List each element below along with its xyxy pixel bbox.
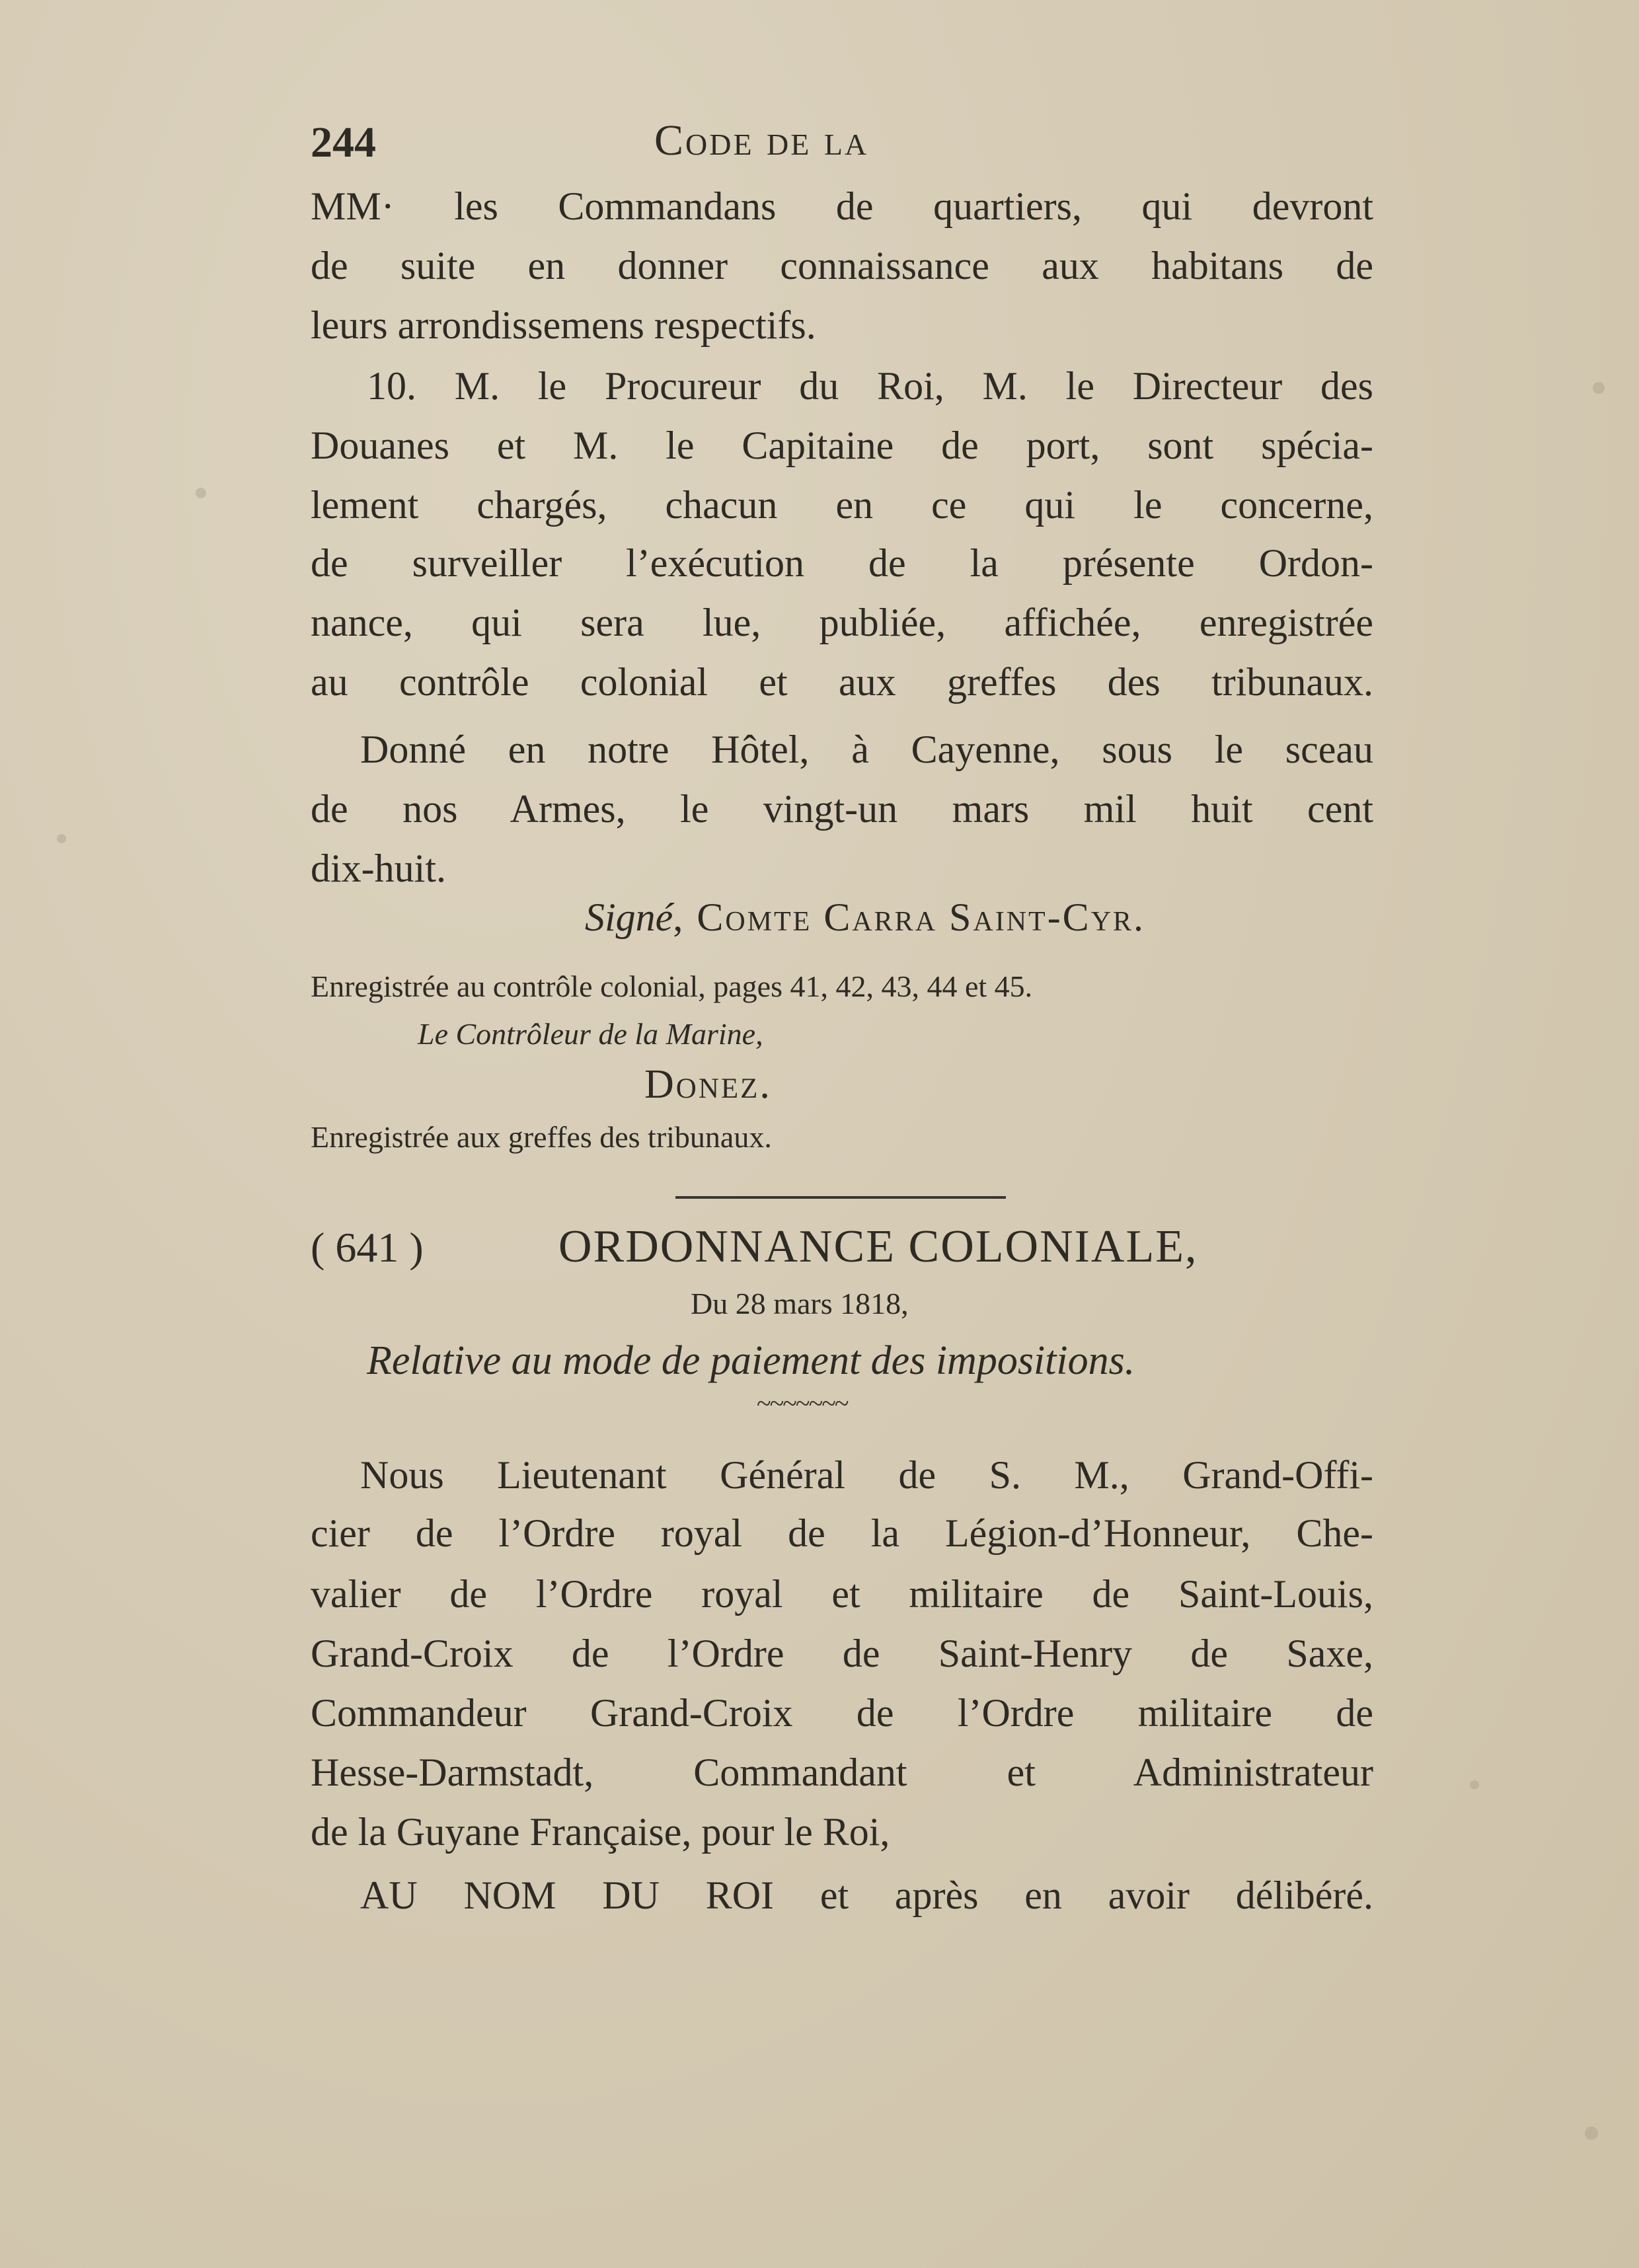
closing-line: AU NOM DU ROI et après en avoir délibéré.	[360, 1873, 1373, 1917]
registration-colonial: Enregistrée au contrôle colonial, pages 41, 42, 43, 44 et 45.	[311, 969, 1033, 1003]
controller-title: Le Contrôleur de la Marine,	[418, 1017, 763, 1051]
ordinance-subject: Relative au mode de paiement des impositions.	[367, 1338, 1135, 1383]
text-line: MM· les Commandans de quartiers, qui devront	[311, 184, 1373, 228]
registration-greffes: Enregistrée aux greffes des tribunaux.	[311, 1120, 772, 1154]
signed-word: Signé	[585, 895, 673, 939]
paper-spot	[1593, 382, 1605, 394]
signature	[585, 897, 1378, 937]
preamble-line: Grand-Croix de l’Ordre de Saint-Henry de Saxe,	[311, 1632, 1373, 1675]
paper-spot	[1470, 1780, 1479, 1790]
preamble-line: valier de l’Ordre royal et militaire de Saint-Louis,	[311, 1572, 1373, 1616]
running-title: Code de la	[654, 116, 869, 165]
article-10-line: 10. M. le Procureur du Roi, M. le Directeur des	[367, 364, 1373, 408]
paper-spot	[57, 834, 66, 843]
page-number: 244	[311, 118, 376, 167]
article-10-line: de surveiller l’exécution de la présente Ordon-	[311, 541, 1373, 585]
paper-spot	[1585, 2127, 1598, 2140]
article-10-line: au contrôle colonial et aux greffes des tribunaux.	[311, 660, 1373, 704]
article-10-line: Douanes et M. le Capitaine de port, sont spécia-	[311, 424, 1373, 467]
article-10-line: lement chargés, chacun en ce qui le concerne,	[311, 483, 1373, 527]
section-divider	[675, 1196, 1006, 1199]
preamble-line: Hesse-Darmstadt, Commandant et Administrateur	[311, 1751, 1373, 1794]
given-line: Donné en notre Hôtel, à Cayenne, sous le sceau	[360, 728, 1373, 771]
given-line: dix-huit.	[311, 847, 446, 890]
text-line: de suite en donner connaissance aux habitans de	[311, 244, 1373, 287]
text-line: leurs arrondissemens respectifs.	[311, 303, 816, 347]
preamble-line: de la Guyane Française, pour le Roi,	[311, 1810, 890, 1854]
ornament: ~~~~~~~	[757, 1388, 848, 1418]
paper-spot	[196, 488, 206, 498]
preamble-line: cier de l’Ordre royal de la Légion-d’Honneur, Che-	[311, 1511, 1373, 1555]
preamble-line: Commandeur Grand-Croix de l’Ordre militaire de	[311, 1691, 1373, 1735]
article-10-line: nance, qui sera lue, publiée, affichée, enregistrée	[311, 601, 1373, 644]
preamble-line: Nous Lieutenant Général de S. M., Grand-Offi-	[360, 1453, 1373, 1497]
ordinance-date: Du 28 mars 1818,	[691, 1287, 909, 1320]
given-line: de nos Armes, le vingt-un mars mil huit cent	[311, 787, 1373, 831]
ordinance-title: ORDONNANCE COLONIALE,	[558, 1221, 1198, 1272]
signatory-name: , Comte Carra Saint-Cyr.	[673, 895, 1146, 939]
controller-name: Donez.	[644, 1062, 772, 1107]
ordinance-number: ( 641 )	[311, 1224, 424, 1271]
